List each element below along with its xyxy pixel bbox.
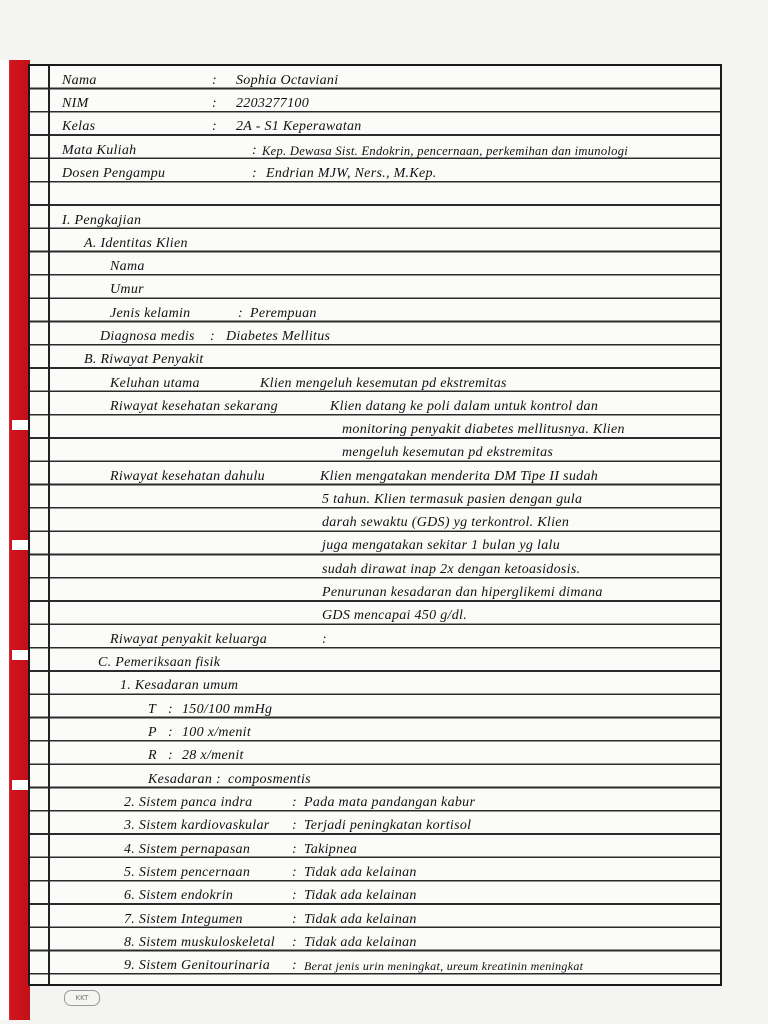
sistem-2-line [60,792,710,814]
colon: : [292,865,297,880]
nim-value: 2203277100 [236,96,309,111]
sistem-6-label: 6. Sistem endokrin [124,888,234,903]
kesadaran-label: Kesadaran [148,772,213,787]
dahulu-text-5: sudah dirawat inap 2x dengan ketoasidosis. [322,562,581,577]
p-line [60,722,710,744]
colon: : [292,912,297,927]
keluhan-value: Klien mengeluh kesemutan pd ekstremitas [260,376,507,391]
section-title: I. Pengkajian [62,213,142,228]
nim-line [60,93,710,115]
kesadaran-value: composmentis [228,772,311,787]
dahulu-text-7: GDS mencapai 450 g/dl. [322,608,468,623]
sekarang-label: Riwayat kesehatan sekarang [110,399,278,414]
paper-brand-logo: KKT [64,990,100,1006]
sistem-4-label: 4. Sistem pernapasan [124,842,251,857]
jk-value: Perempuan [250,306,317,321]
r-line [60,745,710,767]
dahulu-text-1: Klien mengatakan menderita DM Tipe II sudah [320,469,599,484]
kesadaran-line [60,769,710,791]
nama-label: Nama [62,73,97,88]
sistem-5-label: 5. Sistem pencernaan [124,865,251,880]
sistem-9-line [60,955,710,977]
identitas-nama-line [60,256,710,278]
colon: : [292,795,297,810]
kesadaran-heading-line [60,675,710,697]
r-value: 28 x/menit [182,748,244,763]
sistem-2-label: 2. Sistem panca indra [124,795,253,810]
sistem-4-value: Takipnea [304,842,358,857]
matkul-value: Kep. Dewasa Sist. Endokrin, pencernaan, perkemihan dan imunologi [262,144,629,158]
sekarang-line-3 [60,442,710,464]
nim-label: NIM [62,96,89,111]
colon: : [212,96,217,111]
sistem-9-value: Berat jenis urin meningkat, ureum kreatinin meningkat [304,959,584,973]
identitas-nama-label: Nama [110,259,145,274]
dahulu-line-6 [60,582,710,604]
sistem-7-label: 7. Sistem Integumen [124,912,243,927]
diagnosa-value: Diabetes Mellitus [226,329,331,344]
sistem-3-line [60,815,710,837]
dahulu-line-4 [60,535,710,557]
umur-label: Umur [110,282,144,297]
colon: : [252,166,257,181]
colon: : [216,772,221,787]
fisik-heading-line [60,652,710,674]
nama-line [60,70,710,92]
kesadaran-heading: 1. Kesadaran umum [120,678,239,693]
p-label: P [148,725,157,740]
sistem-9-label: 9. Sistem Genitourinaria [124,958,271,973]
colon: : [238,306,243,321]
kelas-line [60,116,710,138]
fisik-heading: C. Pemeriksaan fisik [98,655,221,670]
sistem-8-line [60,932,710,954]
nama-value: Sophia Octaviani [236,73,339,88]
margin-line [48,66,50,984]
t-line [60,699,710,721]
sekarang-text-3: mengeluh kesemutan pd ekstremitas [342,445,554,460]
colon: : [292,842,297,857]
dahulu-line-2 [60,489,710,511]
kelas-label: Kelas [62,119,96,134]
colon: : [212,119,217,134]
sistem-3-value: Terjadi peningkatan kortisol [304,818,472,833]
sistem-4-line [60,839,710,861]
riwayat-heading: B. Riwayat Penyakit [84,352,204,367]
identitas-heading-line [60,233,710,255]
identitas-heading: A. Identitas Klien [84,236,188,251]
dosen-label: Dosen Pengampu [62,166,166,181]
matkul-label: Mata Kuliah [62,143,137,158]
colon: : [210,329,215,344]
umur-line [60,279,710,301]
sekarang-text-2: monitoring penyakit diabetes mellitusnya. Klien [342,422,625,437]
t-value: 150/100 mmHg [182,702,273,717]
dahulu-label: Riwayat kesehatan dahulu [110,469,265,484]
colon: : [168,748,173,763]
keluhan-label: Keluhan utama [110,376,200,391]
colon: : [322,632,327,647]
dosen-line [60,163,710,185]
matkul-line [60,140,710,162]
sistem-7-line [60,909,710,931]
keluarga-line [60,629,710,651]
colon: : [292,958,297,973]
sistem-8-label: 8. Sistem muskuloskeletal [124,935,275,950]
diagnosa-line [60,326,710,348]
dahulu-text-6: Penurunan kesadaran dan hiperglikemi dimana [322,585,603,600]
sistem-6-line [60,885,710,907]
dahulu-line-7 [60,605,710,627]
colon: : [252,143,257,158]
colon: : [212,73,217,88]
dosen-value: Endrian MJW, Ners., M.Kep. [266,166,437,181]
dahulu-text-3: darah sewaktu (GDS) yg terkontrol. Klien [322,515,570,530]
sistem-6-value: Tidak ada kelainan [304,888,417,903]
sistem-2-value: Pada mata pandangan kabur [304,795,476,810]
colon: : [292,888,297,903]
sistem-8-value: Tidak ada kelainan [304,935,417,950]
jk-label: Jenis kelamin [110,306,191,321]
kelas-value: 2A - S1 Keperawatan [236,119,362,134]
sistem-7-value: Tidak ada kelainan [304,912,417,927]
jk-line [60,303,710,325]
colon: : [168,702,173,717]
p-value: 100 x/menit [182,725,252,740]
r-label: R [148,748,157,763]
sekarang-text-1: Klien datang ke poli dalam untuk kontrol dan [330,399,599,414]
colon: : [168,725,173,740]
colon: : [292,935,297,950]
keluarga-label: Riwayat penyakit keluarga [110,632,268,647]
dahulu-text-2: 5 tahun. Klien termasuk pasien dengan gula [322,492,583,507]
t-label: T [148,702,157,717]
keluhan-line [60,373,710,395]
riwayat-heading-line [60,349,710,371]
dahulu-line-1 [60,466,710,488]
colon: : [292,818,297,833]
dahulu-line-3 [60,512,710,534]
sistem-5-value: Tidak ada kelainan [304,865,417,880]
sekarang-line-1 [60,396,710,418]
lined-paper-sheet [28,64,722,986]
sekarang-line-2 [60,419,710,441]
dahulu-line-5 [60,559,710,581]
section-pengkajian [60,210,710,232]
sistem-5-line [60,862,710,884]
red-binder-edge [0,60,30,1020]
diagnosa-label: Diagnosa medis [100,329,195,344]
dahulu-text-4: juga mengatakan sekitar 1 bulan yg lalu [322,538,561,553]
sistem-3-label: 3. Sistem kardiovaskular [124,818,270,833]
